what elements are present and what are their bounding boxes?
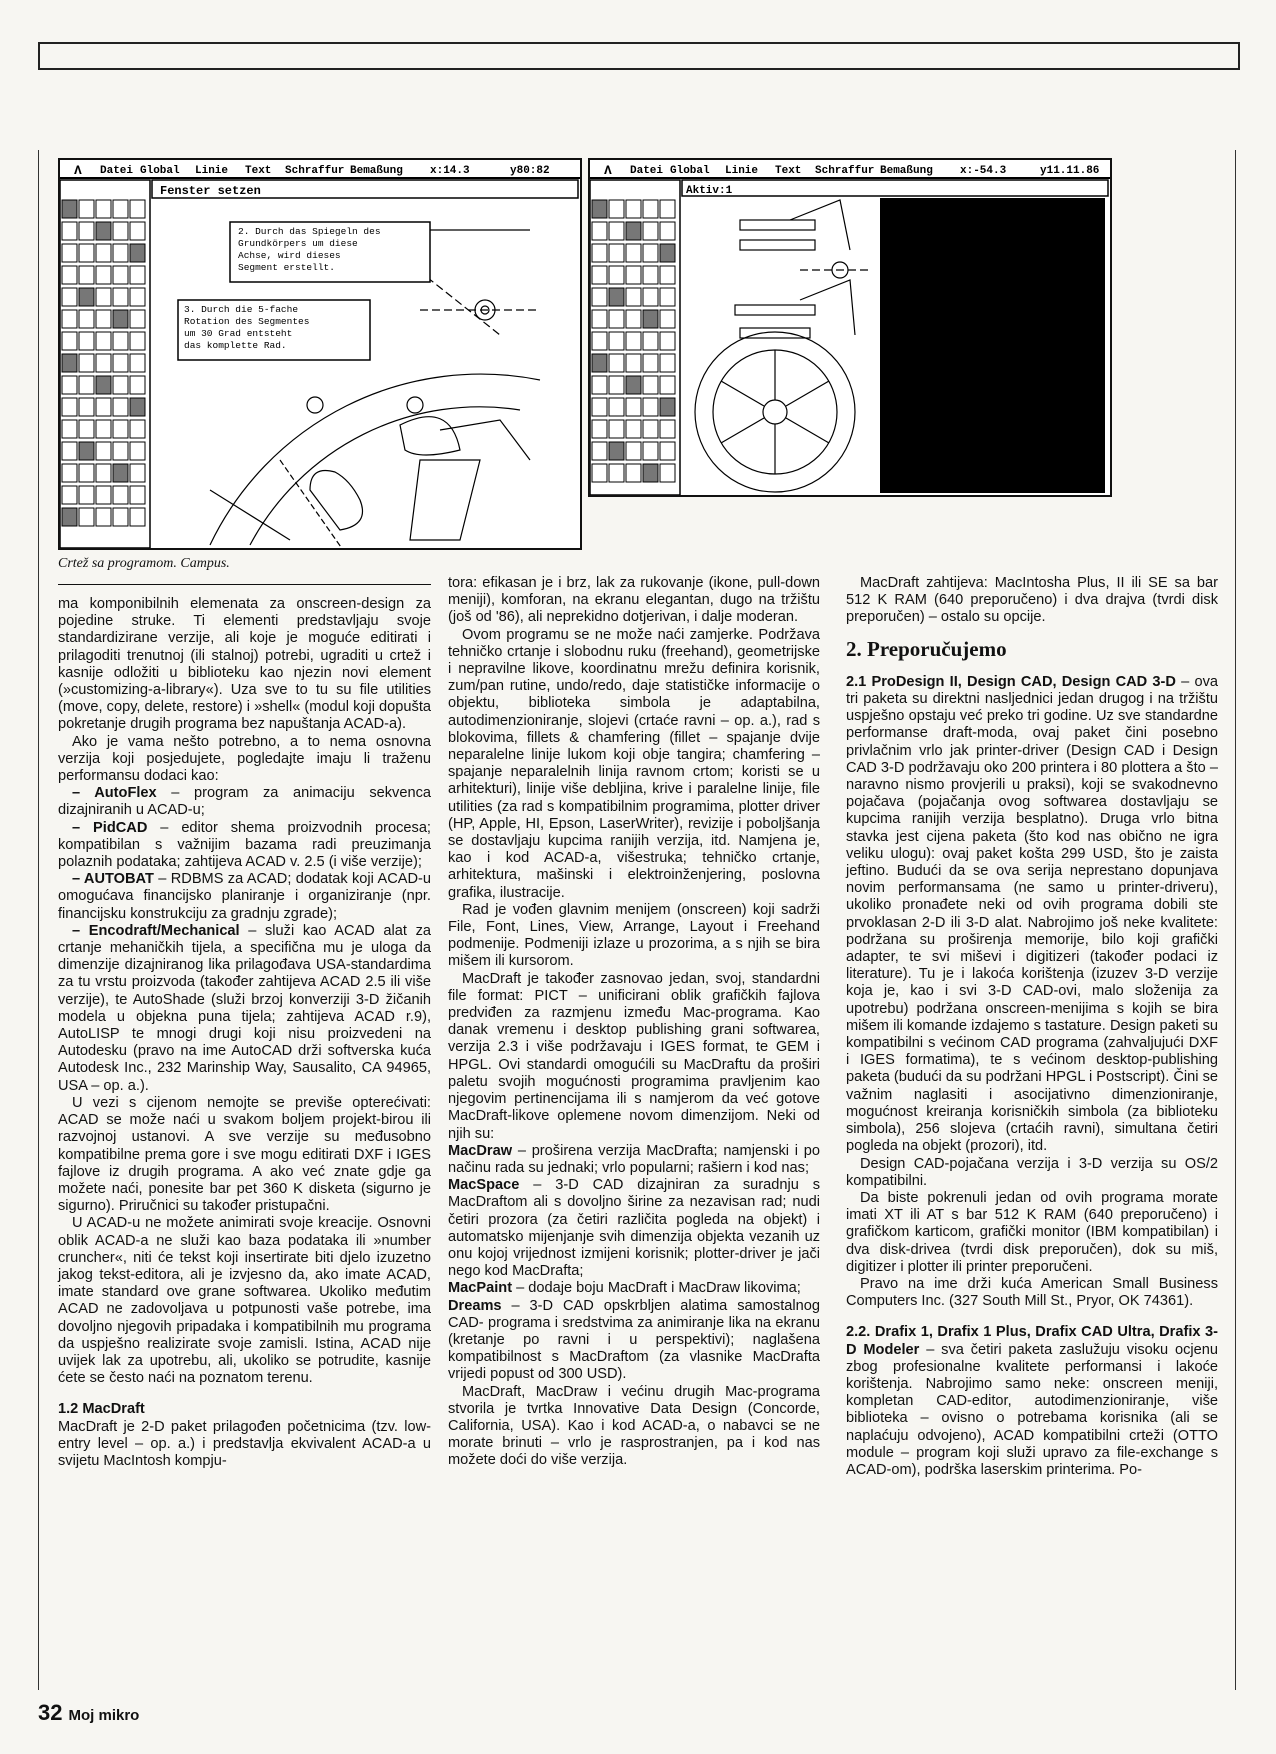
note2-line2: Rotation des Segmentes	[184, 316, 310, 327]
tool-button[interactable]	[660, 288, 675, 306]
tool-button[interactable]	[643, 266, 658, 284]
menu-item[interactable]: Datei	[100, 165, 134, 177]
tool-button[interactable]	[660, 222, 675, 240]
tool-button[interactable]	[62, 354, 77, 372]
tool-button[interactable]	[609, 266, 624, 284]
tool-button[interactable]	[96, 376, 111, 394]
menu-item[interactable]: Schraffur	[815, 165, 875, 177]
tool-button[interactable]	[79, 508, 94, 526]
tool-button[interactable]	[660, 442, 675, 460]
bold-term: MacPaint	[448, 1280, 513, 1297]
paragraph-text: ma komponibilnih elemenata za onscreen-design za pojedine struke. Ti elementi predstavljaju svoje standardizirane verzije, ali koje je moguće editirati i prilagoditi trenutnoj (ili stalnoj) potrebi, ugraditi u crtež i kasnije odložiti u biblioteku kao njezin novi element (»customizing-a-library«). Uza sve to tu su file utilities (move, copy, delete, restore) i »shell« (modul koji dopušta pokretanje drugih programa bez napuštanja ACAD-a).	[58, 596, 431, 733]
paragraph	[58, 785, 431, 819]
tool-button[interactable]	[592, 376, 607, 394]
tool-button[interactable]	[609, 244, 624, 262]
tool-button[interactable]	[643, 200, 658, 218]
tool-button[interactable]	[79, 200, 94, 218]
paragraph-text: – sva četiri paketa zaslužuju visoku ocjenu zbog profesionalne kvalitete performansi i lakoće korištenja. Nabrojimo samo neke: onscreen meniji, kompletan CAD-editor, autodimenzioniranje, više biblioteka – ovisno o potrebama korisnika (ali se naplaćuju odvojeno), ACAD kompatibilni crteži (OTTO module – program koji služi upravo za file-exchange s ACAD-om), podrška laserskim printerima. Po-	[846, 1341, 1218, 1478]
paragraph	[846, 1156, 1218, 1190]
tool-button[interactable]	[96, 354, 111, 372]
tool-button[interactable]	[79, 244, 94, 262]
tool-button[interactable]	[626, 310, 641, 328]
tool-button[interactable]	[660, 332, 675, 350]
tool-button[interactable]	[62, 486, 77, 504]
tool-button[interactable]	[592, 310, 607, 328]
tool-button[interactable]	[660, 310, 675, 328]
bold-term: – PidCAD	[72, 819, 148, 836]
note1-line3: Achse, wird dieses	[238, 250, 341, 261]
paragraph-text: MacDraft zahtijeva: MacIntosha Plus, II ili SE sa bar 512 K RAM (640 preporučeno) i dva drajva (tvrdi disk preporučen) – ostalo su opcije.	[846, 575, 1218, 626]
tool-button[interactable]	[626, 266, 641, 284]
window-title-left: Fenster setzen	[160, 184, 261, 198]
tool-button[interactable]	[130, 244, 145, 262]
note2-line3: um 30 Grad entsteht	[184, 328, 293, 339]
tool-button[interactable]	[592, 332, 607, 350]
paragraph-text: – dodaje boju MacDraft i MacDraw likovima;	[512, 1280, 801, 1297]
tool-button[interactable]	[62, 332, 77, 350]
magazine-name: Moj mikro	[68, 1707, 140, 1724]
subheading	[58, 1401, 431, 1418]
tool-button[interactable]	[113, 310, 128, 328]
tool-button[interactable]	[130, 354, 145, 372]
menu-item[interactable]: Text	[775, 165, 802, 177]
tool-button[interactable]	[626, 420, 641, 438]
tool-button[interactable]	[592, 398, 607, 416]
paragraph	[846, 1276, 1218, 1310]
paragraph-text: U ACAD-u ne možete animirati svoje kreacije. Osnovni oblik ACAD-a ne služi kao baza podataka ili »number cruncher«, niti će tekst koji insertirate biti djelo izuzetno jakog tekst-editora, ali je izvjesno da, ako imate ACAD, imate standard ove grane softwarea. Ukoliko međutim ACAD ne zadovoljava u potpunosti vaše potrebe, ima dovoljno njegovih pripadaka i kompatibilnih mu programa da uspješno realizirate svoje zamisli. Istina, ACAD nije uvijek lak za upotrebu, ali, ukoliko se potrudite, kasnije ćete se često naći na poznatom terenu.	[58, 1215, 431, 1387]
note1-line4: Segment erstellt.	[238, 262, 335, 273]
bold-term: – AutoFlex	[72, 785, 157, 802]
menu-item[interactable]: Schraffur	[285, 165, 345, 177]
tool-button[interactable]	[609, 398, 624, 416]
window-title-right: Aktiv:1	[686, 185, 733, 197]
tool-button[interactable]	[592, 442, 607, 460]
menu-item[interactable]: x:14.3	[430, 165, 470, 177]
bold-term: – AUTOBAT	[72, 871, 154, 888]
tool-button[interactable]	[643, 376, 658, 394]
paragraph	[58, 1095, 431, 1215]
tool-button[interactable]	[62, 222, 77, 240]
tool-button[interactable]	[643, 332, 658, 350]
page-number: 32	[38, 1700, 63, 1725]
tool-button[interactable]	[626, 332, 641, 350]
tool-button[interactable]	[660, 420, 675, 438]
tool-button[interactable]	[113, 222, 128, 240]
tool-button[interactable]	[592, 464, 607, 482]
bold-term: 2.1 ProDesign II, Design CAD, Design CAD 3-D	[846, 673, 1176, 690]
tool-button[interactable]	[130, 508, 145, 526]
tool-button[interactable]	[96, 398, 111, 416]
cad-drawing-right	[590, 160, 1110, 495]
top-frame-bar	[38, 42, 1240, 70]
tool-button[interactable]	[592, 200, 607, 218]
tool-button[interactable]	[79, 486, 94, 504]
tool-button[interactable]	[643, 288, 658, 306]
tool-button[interactable]	[113, 508, 128, 526]
paragraph-text: U vezi s cijenom nemojte se previše opterećivati: ACAD se može naći u svakom boljem projekt-birou ili razvojnoj ustanovi. A sve verzije su međusobno kompatibilne prema gore i sve mogu editirati DXF i IGES fajlove iz drugih programa. A ako već znate gdje ga možete naći, ponesite bar pet 360 K disketa (sigurno je sigurno). Priručnici su također pristupačni.	[58, 1094, 431, 1215]
menu-item[interactable]: x:-54.3	[960, 165, 1007, 177]
tool-button[interactable]	[113, 442, 128, 460]
atari-logo-icon: Λ	[604, 163, 612, 178]
tool-button[interactable]	[626, 464, 641, 482]
tool-button[interactable]	[62, 508, 77, 526]
tool-button[interactable]	[113, 376, 128, 394]
tool-button[interactable]	[130, 376, 145, 394]
tool-button[interactable]	[79, 420, 94, 438]
tool-button[interactable]	[592, 244, 607, 262]
cad-drawing-left	[60, 160, 580, 548]
tool-button[interactable]	[79, 266, 94, 284]
paragraph	[448, 971, 820, 1143]
paragraph-text: Ovom programu se ne može naći zamjerke. Podržava tehničko crtanje i slobodnu ruku (freehand), geometrijske i nepravilne likove, koordinatnu mrežu definira korisnik, zum/pan rutine, undo/redo, daje statističke informacije o objektu, biblioteka simbola je adaptabilna, autodimenzioniranje, slojevi (crtaće ravni – op. a.), rad s blokovima, fillets & chamfering (fillet – spajanje dvije neparalelne linije lukom koji obje tangira; chamfering – spajanje neparalelnih linija ravnom crtom; koristi se u arhitekturi), linije više debljina, krive i paralelne linije, file utilities (za rad s kompatibilnim programima, plotter driver (HP, Apple, HI, Epson, LaserWriter), revizije i poboljšanja se dostavljaju kupcima ranijih verzija, itd. Namjena je, kao i kod ACAD-a, višestruka; tehničko crtanje, arhitektura, mašinski i elektroinženjering, poslovna grafika, ilustracije.	[448, 626, 820, 901]
tool-button[interactable]	[79, 464, 94, 482]
tool-button[interactable]	[643, 420, 658, 438]
paragraph	[846, 575, 1218, 627]
paragraph-text: – 3-D CAD opskrbljen alatima samostalnog CAD- programa i sredstvima za animiranje lika na ekranu (kretanje po ravni i u perspektivi); naglašena kompatibilnost s MacDraftom (za vlasnike MacDrafta vrijedi popust od 300 USD).	[448, 1297, 820, 1383]
tool-button[interactable]	[626, 442, 641, 460]
atari-logo-icon: Λ	[74, 163, 82, 178]
tool-button[interactable]	[643, 464, 658, 482]
menu-item[interactable]: Datei	[630, 165, 664, 177]
paragraph-text: – proširena verzija MacDrafta; namjenski i po načinu rada su jednaki; vrlo popularni; rašiern i kod nas;	[448, 1142, 820, 1176]
tool-button[interactable]	[96, 420, 111, 438]
paragraph-text: – program za animaciju sekvenca dizajniranih u ACAD-u;	[58, 785, 431, 819]
tool-button[interactable]	[62, 266, 77, 284]
tool-button[interactable]	[130, 442, 145, 460]
tool-button[interactable]	[592, 266, 607, 284]
tool-button[interactable]	[609, 442, 624, 460]
note1-line1: 2. Durch das Spiegeln des	[238, 226, 381, 237]
menu-item[interactable]: Linie	[725, 165, 759, 177]
tool-button[interactable]	[62, 288, 77, 306]
tool-button[interactable]	[626, 354, 641, 372]
paragraph-text: Design CAD-pojačana verzija i 3-D verzija su OS/2 kompatibilni.	[846, 1155, 1218, 1189]
menu-item[interactable]: Global	[670, 165, 710, 177]
paragraph-text: Ako je vama nešto potrebno, a to nema osnovna verzija koji posjedujete, pogledajte imaju li traženu performansu dodaci kao:	[58, 733, 431, 785]
section-heading: 2. Preporučujemo	[846, 636, 1007, 661]
tool-button[interactable]	[79, 288, 94, 306]
paragraph	[448, 575, 820, 627]
tool-button[interactable]	[660, 398, 675, 416]
bold-term: – Encodraft/Mechanical	[72, 922, 240, 939]
tool-button[interactable]	[113, 200, 128, 218]
note1-line2: Grundkörpers um diese	[238, 238, 358, 249]
note2-line1: 3. Durch die 5-fache	[184, 304, 299, 315]
paragraph	[58, 871, 431, 923]
tool-button[interactable]	[79, 310, 94, 328]
tool-button[interactable]	[626, 244, 641, 262]
tool-button[interactable]	[643, 310, 658, 328]
bold-term: 1.2 MacDraft	[58, 1401, 145, 1418]
tool-button[interactable]	[130, 200, 145, 218]
menu-item[interactable]: Bemaßung	[880, 165, 933, 177]
menu-item[interactable]: y11.11.86	[1040, 165, 1100, 177]
tool-button[interactable]	[79, 222, 94, 240]
tool-button[interactable]	[96, 508, 111, 526]
paragraph	[58, 820, 431, 872]
tool-button[interactable]	[96, 442, 111, 460]
tool-button[interactable]	[660, 200, 675, 218]
tool-button[interactable]	[96, 222, 111, 240]
column-1	[58, 596, 431, 1470]
screenshot-right	[588, 158, 1112, 497]
tool-button[interactable]	[62, 310, 77, 328]
tool-button[interactable]	[96, 310, 111, 328]
paragraph	[58, 734, 431, 786]
paragraph	[58, 596, 431, 734]
bold-term: MacSpace	[448, 1177, 520, 1194]
tool-button[interactable]	[113, 332, 128, 350]
tool-button[interactable]	[592, 222, 607, 240]
paragraph	[448, 1143, 820, 1177]
tool-button[interactable]	[96, 200, 111, 218]
paragraph-text: – služi kao ACAD alat za crtanje mehaničkih tijela, a specifična mu je uloga da dimenzije dizajniranog lika prilagođava USA-standardima za tu vrstu proizvoda (također zahtijeva ACAD 2.5 ili više verzije), te AutoShade (služi brzoj konverziji 3-D žičanih modela u objekna puna tijela; zahtijeva ACAD r.9), AutoLISP te mnogi drugi koji nisu proizvedeni na Autodesku (pravo na ime AutoCAD drži softverska kuća Autodesk Inc., 232 Marinship Way, Sausalito, CA 94965, USA – op. a.).	[58, 922, 431, 1094]
tool-button[interactable]	[626, 398, 641, 416]
tool-button[interactable]	[62, 398, 77, 416]
tool-button[interactable]	[79, 332, 94, 350]
tool-button[interactable]	[643, 398, 658, 416]
tool-button[interactable]	[592, 420, 607, 438]
paragraph	[846, 674, 1218, 1156]
tool-button[interactable]	[660, 464, 675, 482]
paragraph	[58, 1419, 431, 1471]
tool-button[interactable]	[130, 332, 145, 350]
tool-button[interactable]	[609, 310, 624, 328]
tool-button[interactable]	[130, 398, 145, 416]
paragraph-text: Da biste pokrenuli jedan od ovih programa morate imati XT ili AT s bar 512 K RAM (640 preporučeno) i grafičkom karticom, grafički monitor (IBM kompatibilan) i dva disk-drivea (tvrdi disk preporučen), dok su miš, digitizer i plotter ili printer preporučeni.	[846, 1189, 1218, 1275]
tool-button[interactable]	[609, 376, 624, 394]
tool-button[interactable]	[62, 442, 77, 460]
tool-button[interactable]	[643, 354, 658, 372]
bold-term: MacDraw	[448, 1142, 513, 1159]
tool-button[interactable]	[130, 266, 145, 284]
tool-button[interactable]	[62, 420, 77, 438]
paragraph-text: – editor shema proizvodnih procesa; kompatibilan s važnijim bazama radi preuzimanja polaznih podataka; zahtijeva ACAD v. 2.5 (i više verzije);	[58, 819, 431, 871]
tool-button[interactable]	[660, 354, 675, 372]
tool-button[interactable]	[96, 244, 111, 262]
tool-button[interactable]	[609, 354, 624, 372]
menu-item[interactable]: Global	[140, 165, 180, 177]
tool-button[interactable]	[660, 266, 675, 284]
tool-button[interactable]	[626, 200, 641, 218]
tool-button[interactable]	[130, 486, 145, 504]
column-3	[846, 575, 1218, 1479]
column-2	[448, 575, 820, 1470]
tool-button[interactable]	[660, 244, 675, 262]
tool-button[interactable]	[643, 442, 658, 460]
tool-button[interactable]	[130, 464, 145, 482]
tool-button[interactable]	[130, 420, 145, 438]
tool-button[interactable]	[113, 398, 128, 416]
paragraph-text: – ova tri paketa su direktni nasljednici jedan drugog i na tržištu uspješno opstaju već preko tri godine. Uz sve standardne performanse draft-moda, ovaj paket čini posebno privlačnim vrlo jak printer-driver (Design CAD i Design CAD 3-D podržavaju oko 200 printera i 80 plottera a što – naravno nismo provjerili u praksi), koji se svakodnevno pojačava (pojačanja ovog softwarea dostavljaju se kupcima ranijih verzija besplatno). Druga vrlo bitna stavka jest cijena paketa (što kod nas obično ne igra veliku ulogu): ovaj paket košta 299 USD, što je zaista jeftino. Budući da se ova serija neprestano dopunjava novim performansama (ne samo u printer-driveru), ukoliko pronađete neki od ovih programa dobili ste prvoklasan 2-D ili 3-D alat. Nabrojimo još neke kvalitete: podržana su proširenja memorije, bilo koji grafički adapter, te svi miševi i digitizeri (također podaci iz literature). Tu je i lakoća korištenja (izuzev 3-D verzije koja je, kao i svi 3-D CAD-ovi, malo složenija za upotrebu) podržana onscreen-menijima s kojih se bira mišem ili komande izdajemo s tastature. Design paketi su kompatibilni s većinom CAD programa (zahvaljujući DXF i IGES formatima), te s većinom desktop-publishing paketa (budući da su podržani HPGL i Postscript). Čini se važnim naglasiti i asocijativno dimenzioniranje, mogućnost kreiranja korisničkih simbola (za biblioteku simbola), 256 slojeva (crtaćih ravni), simultana četiri pogleda na objekt (prozori), itd.	[846, 673, 1218, 1155]
tool-button[interactable]	[609, 464, 624, 482]
tool-button[interactable]	[130, 222, 145, 240]
paragraph-text: MacDraft je također zasnovao jedan, svoj, standardni file format: PICT – unificirani oblik grafičkih fajlova predviđen za razmjenu između Mac-programa. Kao danak vremenu i desktop publishing grani softwarea, verzija 2.3 i više podržavaju i IGES format, te GEM i HPGL. Ovi standardi omogućili su MacDraftu da proširi paletu svojih mogućnosti programima pravljenim kao njegovim pertinencijama ili s namjerom da već gotove MacDraft-likove oplemene novom dimenzijom. Neki od njih su:	[448, 970, 820, 1142]
tool-button[interactable]	[113, 288, 128, 306]
paragraph	[58, 923, 431, 1095]
tool-button[interactable]	[609, 200, 624, 218]
tool-button[interactable]	[130, 310, 145, 328]
tool-button[interactable]	[609, 420, 624, 438]
paragraph	[58, 1215, 431, 1387]
tool-button[interactable]	[113, 464, 128, 482]
menu-item[interactable]: y80:82	[510, 165, 550, 177]
tool-button[interactable]	[592, 288, 607, 306]
tool-button[interactable]	[609, 332, 624, 350]
tool-button[interactable]	[96, 288, 111, 306]
menu-item[interactable]: Text	[245, 165, 272, 177]
tool-button[interactable]	[113, 244, 128, 262]
tool-button[interactable]	[113, 420, 128, 438]
paragraph-text: Rad je vođen glavnim menijem (onscreen) koji sadrži File, Font, Lines, View, Arrange, Layout i Freehand podmenije. Podmeniji izlaze u prozorima, a s njih se bira mišem ili kursorom.	[448, 901, 820, 970]
figure-caption: Crtež sa programom. Campus.	[58, 556, 230, 571]
tool-button[interactable]	[79, 398, 94, 416]
tool-button[interactable]	[96, 486, 111, 504]
tool-button[interactable]	[62, 244, 77, 262]
bold-term: 2.2. Drafix 1, Drafix 1 Plus, Drafix CAD Ultra, Drafix 3-D Modeler	[846, 1324, 1218, 1358]
caption-rule	[58, 584, 431, 585]
paragraph-text: MacDraft je 2-D paket prilagođen početnicima (tzv. low-entry level – op. a.) i predstavlja ekvivalent ACAD-a u svijetu MacIntosh kompju-	[58, 1418, 431, 1469]
screenshot-left	[58, 158, 582, 550]
tool-button[interactable]	[62, 200, 77, 218]
tool-button[interactable]	[79, 376, 94, 394]
tool-button[interactable]	[96, 464, 111, 482]
paragraph	[448, 627, 820, 902]
paragraph	[448, 1177, 820, 1280]
tool-button[interactable]	[96, 266, 111, 284]
tool-button[interactable]	[626, 222, 641, 240]
tool-button[interactable]	[113, 486, 128, 504]
tool-button[interactable]	[62, 464, 77, 482]
tool-button[interactable]	[626, 376, 641, 394]
tool-button[interactable]	[609, 222, 624, 240]
tool-button[interactable]	[62, 376, 77, 394]
paragraph-text: – 3-D CAD dizajniran za suradnju s MacDraftom ali s dovoljno širine za nezavisan rad; nudi četiri prozora (za četiri različita pogleda na objekt) i automatsko mijenjanje svih dimenzija objekta vezanih uz onu kojoj vrijednost izmijeni korisnik; plotter-driver je jači nego kod MacDrafta;	[448, 1177, 820, 1280]
menu-item[interactable]: Linie	[195, 165, 229, 177]
tool-button[interactable]	[643, 244, 658, 262]
paragraph	[448, 1384, 820, 1470]
tool-button[interactable]	[643, 222, 658, 240]
tool-button[interactable]	[660, 376, 675, 394]
page-footer	[38, 1700, 139, 1726]
paragraph-text: tora: efikasan je i brz, lak za rukovanje (ikone, pull-down meniji), komforan, na ekranu elegantan, dugo na tržištu (još od '86), ali neprekidno dotjerivan, i dalje moderan.	[448, 575, 820, 626]
paragraph	[448, 1298, 820, 1384]
tool-button[interactable]	[130, 288, 145, 306]
tool-button[interactable]	[79, 442, 94, 460]
tool-button[interactable]	[96, 332, 111, 350]
paragraph	[846, 1324, 1218, 1479]
note2-line4: das komplette Rad.	[184, 340, 287, 351]
tool-button[interactable]	[626, 288, 641, 306]
tool-button[interactable]	[113, 354, 128, 372]
paragraph-text: – RDBMS za ACAD; dodatak koji ACAD-u omogućava financijsko planiranje i organiziranje (npr. financijsku konstrukciju za gradnju zgrade);	[58, 871, 431, 922]
paragraph	[846, 1190, 1218, 1276]
tool-button[interactable]	[592, 354, 607, 372]
tool-button[interactable]	[113, 266, 128, 284]
menu-item[interactable]: Bemaßung	[350, 165, 403, 177]
paragraph	[448, 1280, 820, 1297]
tool-button[interactable]	[609, 288, 624, 306]
bold-term: Dreams	[448, 1297, 502, 1314]
tool-button[interactable]	[79, 354, 94, 372]
paragraph-text: MacDraft, MacDraw i većinu drugih Mac-programa stvorila je tvrtka Innovative Data Design (Concorde, California, USA). Kao i kod ACAD-a, o nabavci se ne morate brinuti – vrlo je rasprostranjen, pa i kod nas možete doći do više verzija.	[448, 1383, 820, 1469]
paragraph-text: Pravo na ime drži kuća American Small Business Computers Inc. (327 South Mill St., Pryor, OK 74361).	[846, 1275, 1218, 1310]
paragraph	[448, 902, 820, 971]
